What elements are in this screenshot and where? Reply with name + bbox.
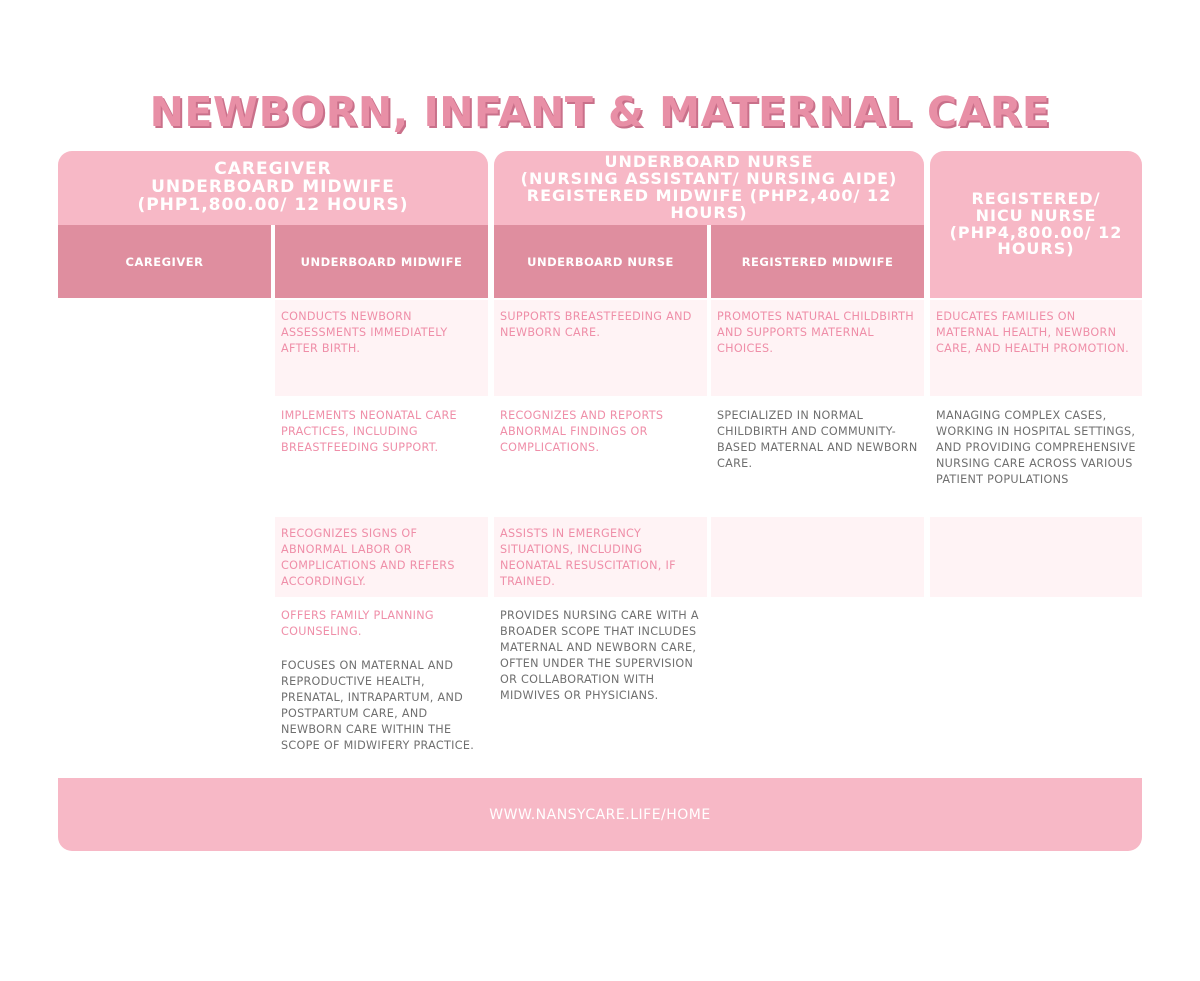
- group-header-nurse-midwife: [494, 151, 924, 225]
- group-header-line: (NURSING ASSISTANT/ NURSING AIDE): [520, 169, 898, 189]
- column-header-underboard-midwife: UNDERBOARD MIDWIFE: [275, 225, 488, 298]
- cell-text: FOCUSES ON MATERNAL AND REPRODUCTIVE HEALTH, PRENATAL, INTRAPARTUM, AND POSTPARTUM CARE, AND NEWBORN CARE WITHIN THE SCOPE OF MIDWIFERY PRACTICE.: [281, 659, 475, 752]
- group-header-line: UNDERBOARD MIDWIFE: [151, 177, 395, 198]
- table-cell-empty: [711, 517, 924, 597]
- table-cell: ASSISTS IN EMERGENCY SITUATIONS, INCLUDING NEONATAL RESUSCITATION, IF TRAINED.: [494, 517, 707, 597]
- group-header-line: UNDERBOARD NURSE: [604, 152, 814, 172]
- group-header-caregiver-midwife: [58, 151, 488, 225]
- group-header-nicu-nurse: [930, 151, 1142, 298]
- group-header-price: REGISTERED MIDWIFE (PHP2,400/ 12 HOURS): [526, 186, 892, 222]
- group-header-line: REGISTERED/: [971, 188, 1101, 208]
- table-cell: PROMOTES NATURAL CHILDBIRTH AND SUPPORTS MATERNAL CHOICES.: [711, 300, 924, 396]
- table-cell: CONDUCTS NEWBORN ASSESSMENTS IMMEDIATELY AFTER BIRTH.: [275, 300, 488, 396]
- table-cell: SUPPORTS BREASTFEEDING AND NEWBORN CARE.: [494, 300, 707, 396]
- column-header-caregiver: CAREGIVER: [58, 225, 271, 298]
- group-header-price: (PHP1,800.00/ 12 HOURS): [137, 194, 409, 215]
- table-cell: PROVIDES NURSING CARE WITH A BROADER SCOPE THAT INCLUDES MATERNAL AND NEWBORN CARE, OFTEN UNDER THE SUPERVISION OR COLLABORATION WITH MIDWIVES OR PHYSICIANS.: [500, 609, 699, 702]
- table-cell: RECOGNIZES SIGNS OF ABNORMAL LABOR OR COMPLICATIONS AND REFERS ACCORDINGLY.: [275, 517, 488, 597]
- column-header-underboard-nurse: UNDERBOARD NURSE: [494, 225, 707, 298]
- table-cell: IMPLEMENTS NEONATAL CARE PRACTICES, INCLUDING BREASTFEEDING SUPPORT.: [281, 409, 457, 454]
- column-header-registered-midwife: REGISTERED MIDWIFE: [711, 225, 924, 298]
- website-footer: WWW.NANSYCARE.LIFE/HOME: [58, 778, 1142, 851]
- table-cell: SPECIALIZED IN NORMAL CHILDBIRTH AND COMMUNITY-BASED MATERNAL AND NEWBORN CARE.: [717, 409, 918, 470]
- group-header-line: NICU NURSE: [975, 205, 1097, 225]
- group-header-price: HOURS): [997, 239, 1075, 259]
- cell-text: OFFERS FAMILY PLANNING COUNSELING.: [281, 609, 434, 638]
- table-cell: MANAGING COMPLEX CASES, WORKING IN HOSPITAL SETTINGS, AND PROVIDING COMPREHENSIVE NURSING CARE ACROSS VARIOUS PATIENT POPULATIONS: [936, 409, 1136, 486]
- table-cell: EDUCATES FAMILIES ON MATERNAL HEALTH, NEWBORN CARE, AND HEALTH PROMOTION.: [930, 300, 1142, 396]
- group-header-line: CAREGIVER: [214, 159, 332, 180]
- table-cell: RECOGNIZES AND REPORTS ABNORMAL FINDINGS OR COMPLICATIONS.: [500, 409, 664, 454]
- page-title: NEWBORN, INFANT & MATERNAL CARE: [149, 88, 1051, 136]
- table-cell: [275, 599, 488, 769]
- group-header-price: (PHP4,800.00/ 12: [949, 222, 1123, 242]
- table-cell-empty: [930, 517, 1142, 597]
